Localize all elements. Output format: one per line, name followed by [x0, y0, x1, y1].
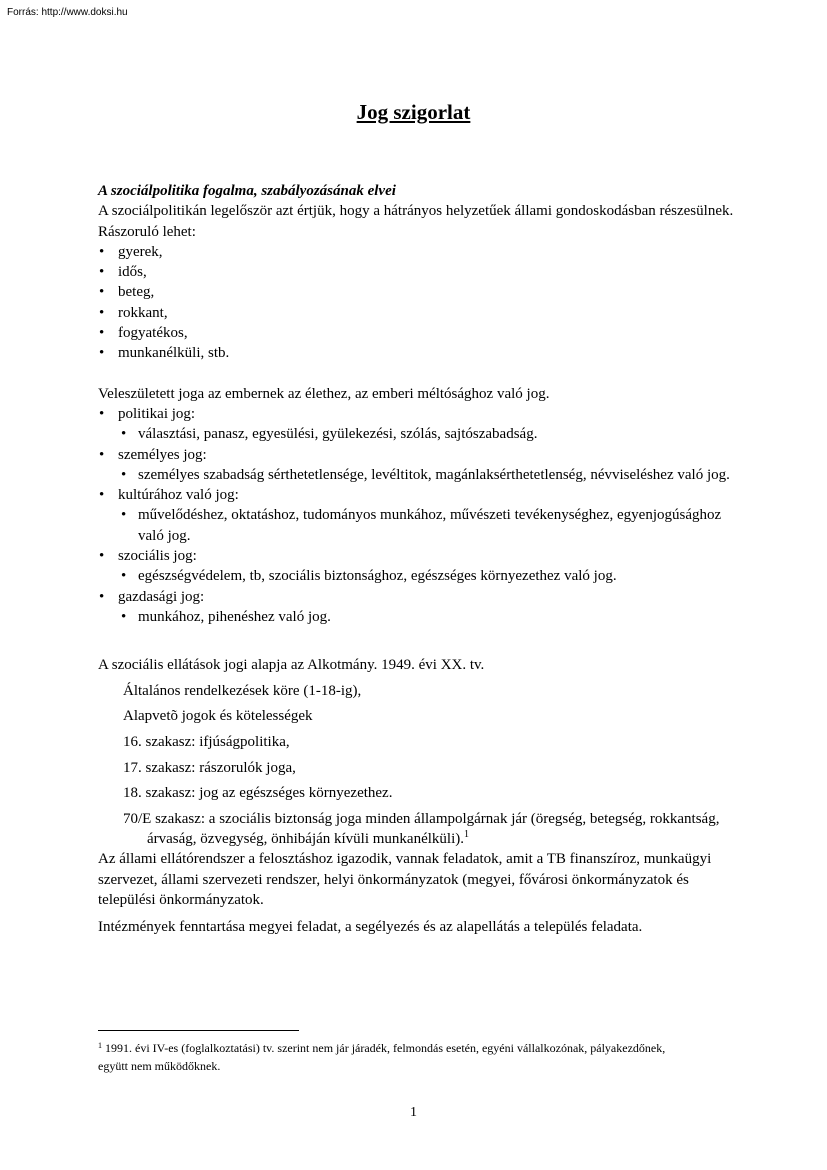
rights-group — [98, 546, 738, 587]
rights-group-detail: • személyes szabadság sérthetetlensége, levéltitok, magánlaksérthetetlenség, névviseléshez való jog. — [119, 465, 738, 485]
list-item: • fogyatékos, — [98, 323, 738, 343]
page-title: Jog szigorlat — [356, 100, 471, 124]
rights-group-detail: • választási, panasz, egyesülési, gyülekezési, szólás, sajtószabadság. — [119, 424, 738, 444]
source-line: Forrás: http://www.doksi.hu — [7, 7, 128, 18]
rights-group-label: gazdasági jog: — [118, 588, 205, 605]
rights-group-label: politikai jog: — [118, 405, 196, 422]
list-item: • munkanélküli, stb. — [98, 343, 738, 363]
page-number: 1 — [410, 1105, 417, 1120]
constitution-line: Alapvetõ jogok és kötelességek — [123, 708, 313, 725]
document-body — [98, 181, 738, 945]
rights-list — [98, 404, 738, 627]
constitution-intro: A szociális ellátások jogi alapja az Alkotmány. 1949. évi XX. tv. — [98, 657, 485, 674]
constitution-line: 18. szakasz: jog az egészséges környezethez. — [123, 785, 393, 802]
rights-group-label: személyes jog: — [118, 446, 207, 463]
needy-list — [98, 242, 738, 364]
rights-group-detail: • művelődéshez, oktatáshoz, tudományos munkához, művészeti tevékenységhez, egyenjogúsághoz való jog. — [119, 505, 738, 546]
rights-group-label: kultúrához való jog: — [118, 487, 239, 504]
constitution-line: 16. szakasz: ifjúságpolitika, — [123, 734, 290, 751]
rights-group-detail: • egészségvédelem, tb, szociális biztonsághoz, egészséges környezethez való jog. — [119, 566, 738, 586]
paragraph: Intézmények fenntartása megyei feladat, a segélyezés és az alapellátás a település feladata. — [98, 919, 643, 936]
rights-group-detail: • munkához, pihenéshez való jog. — [119, 607, 738, 627]
footnote-reference: 1 — [464, 829, 469, 841]
rights-intro: Veleszületett joga az embernek az élethez, az emberi méltósághoz való jog. — [98, 385, 550, 402]
list-item: • idős, — [98, 262, 738, 282]
paragraph: Az állami ellátórendszer a felosztáshoz igazodik, vannak feladatok, amit a TB finanszíroz, munkaügyi szervezet, állami szervezeti rendszer, helyi önkormányzatok (megyei, fővárosi önkormányzatok és települési önkormányzatok. — [98, 851, 712, 908]
list-item: • rokkant, — [98, 303, 738, 323]
list-label: Rászoruló lehet: — [98, 223, 196, 240]
constitution-line — [123, 809, 738, 850]
rights-group — [98, 485, 738, 546]
section-heading: A szociálpolitika fogalma, szabályozásának elvei — [98, 183, 396, 199]
constitution-line-text: 70/E szakasz: a szociális biztonság joga minden állampolgárnak jár (öregség, betegség, rokkantság, árvaság, özvegység, önhibáján kívüli munkanélküli). — [123, 810, 720, 848]
footnote-divider — [98, 1030, 299, 1031]
footnote-text: 1991. évi IV-es (foglalkoztatási) tv. szerint nem jár járadék, felmondás esetén, egyéni vállalkozónak, pályakezdőnek, együtt nem működőknek. — [98, 1041, 666, 1073]
footnote — [98, 1039, 698, 1075]
constitution-line: Általános rendelkezések köre (1-18-ig), — [123, 682, 362, 699]
rights-group — [98, 587, 738, 628]
list-item: • beteg, — [98, 282, 738, 302]
rights-group-label: szociális jog: — [118, 548, 197, 565]
intro-paragraph: A szociálpolitikán legelőször azt értjük, hogy a hátrányos helyzetűek állami gondoskodásban részesülnek. — [98, 203, 734, 220]
rights-group — [98, 445, 738, 486]
constitution-line: 17. szakasz: rászorulók joga, — [123, 759, 296, 776]
constitution-sections — [123, 681, 738, 850]
list-item: • gyerek, — [98, 242, 738, 262]
footnote-mark: 1 — [98, 1041, 102, 1050]
rights-group — [98, 404, 738, 445]
